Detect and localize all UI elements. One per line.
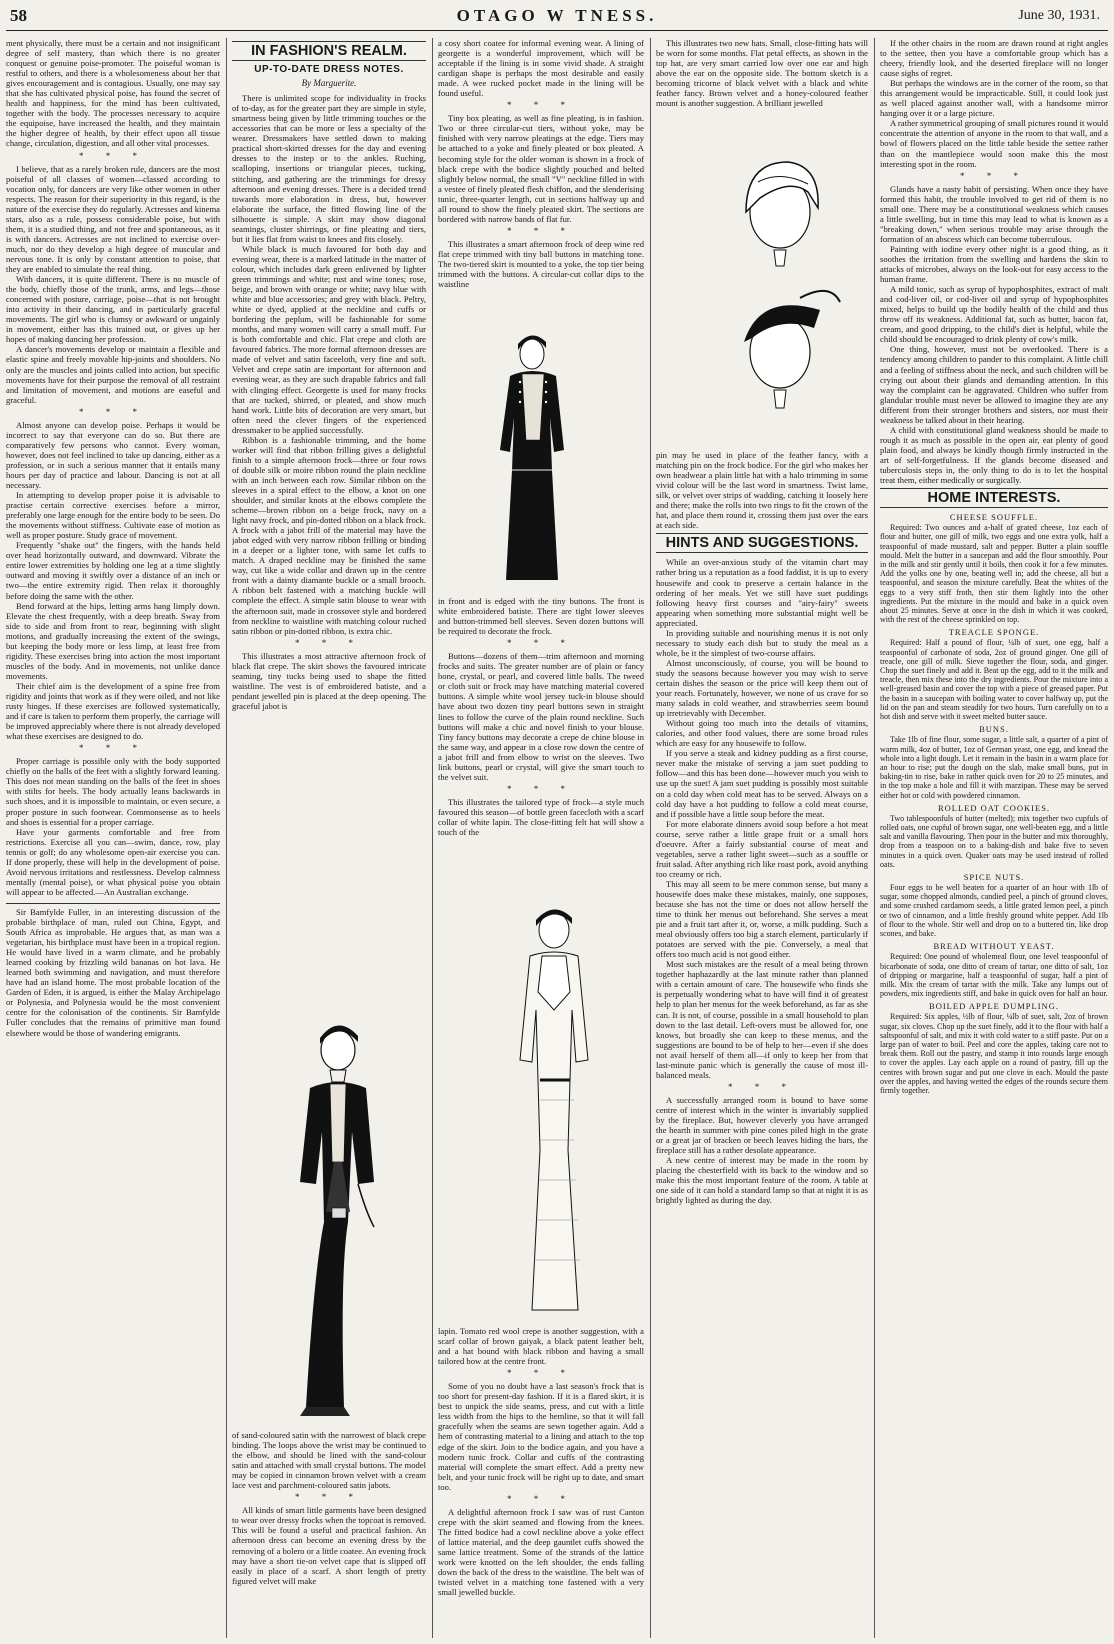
article-paragraph: Buttons—dozens of them—trim afternoon and morning frocks and suits. The greater number are of plain or fancy bone, crystal, or pearl, and covered little balls. The tweed or cloth suit or frock may have matching material covered buttons. A simple white wool jersey tuck-in blouse should have about two dozen tiny pearl buttons sewn in straight lines to follow the curve of the plain round neckline. Such buttons will make a chic and novel finish to your blouse. Tiny fancy buttons may decorate a crepe de chine blouse in the same way, and appear in a close row down the centre of a jabot frill and from elbow to wrist on the sleeves. Two link buttons, pearl or crystal, will give the smart touch to the velvet suit. [438, 651, 644, 782]
recipe-title: CHEESE SOUFFLE. [949, 512, 1039, 523]
article-paragraph: While black is much favoured for both day and evening wear, there is a marked latitude in the matter of colour, which includes dark green enlivened by lighter green trimmings and white; rust and wine tones; rose, beige, and brown with orange or white; navy blue with white and blue accessories; and grey with black. Peltry, white or dyed, applied at the neckline and cuffs or bordering the peplum, will be fashionable for some months, and many women will carry a small muff. Fur is both comfortable and chic. Flat crepe and cloth are favoured fabrics. The more formal afternoon dresses are made of velvet and satin faceeloth, very fine and soft. Velvet and crepe satin are important for afternoon and evening wear, as they are such drapable fabrics and fall with clinging effect. Georgette is used for many frocks that are tucked, shirred, or pleated, and show much hand work. Little bits of decoration are very smart, but often need the clever fingers of the experienced dressmaker to be applied successfully. [232, 243, 426, 435]
article-paragraph: of sand-coloured satin with the narrowest of black crepe binding. The loops above the wrist may be continued to the elbow, and should be lined with the sand-colour satin and attached with small crystal buttons. The model may be copied in cinnamon brown velvet with a cream lace vest and parchment-coloured satin jabots. [232, 1430, 426, 1491]
article-paragraph: In attempting to develop proper poise it is advisable to practise certain corrective exercises before a mirror, preferably one large enough for the entire body to be seen. Do the movements without stiffness. Cultivate ease of motion as well as proper posture. Study grace of movement. [6, 490, 220, 541]
article-paragraph: Some of you no doubt have a last season's frock that is too short for present-day fashion. If it is a flared skirt, it is best to unpick the side seams, press, and cut with a little less width from the hips to the hemline, so that it will fall gracefully when the seams are sewn together again. Add a hem of contrasting material to a lining and attach to the top edge of the skirt. Join to the bodice again, and you have a modern tunic frock. Collar and cuffs of the contrasting material will complete the smart effect. Add a pretty new belt, and your tunic frock will be right up to date, and smart too. [438, 1381, 644, 1492]
home-interests-heading: HOME INTERESTS. [880, 488, 1108, 508]
fashion-illustration-hats [700, 142, 860, 432]
fashion-illustration-black-frock [240, 1012, 430, 1422]
fashion-subheading: UP-TO-DATE DRESS NOTES. [254, 64, 404, 76]
recipe-text: Four eggs to be well beaten for a quarter of an hour with 1lb of sugar, some chopped almonds, candied peel, a pinch of ground cloves, and some crushed cardamom seeds, a little grated lemon peel, a pinch or two of cinnamon, and a little freshly ground white pepper. Add 1lb of flour to the whole. Stir well and drop on to a buttered tin, like drop scones, and bake. [880, 883, 1108, 939]
recipe-text: Required: One pound of wholemeal flour, one level teaspoonful of bicarbonate of soda, one ditto of cream of tartar, one ditto of salt, 1oz of dripping or margarine, half a teaspoonful of sugar, half a pint of milk. Mix the cream of tartar with the milk. Take any lumps out of powders, mix ingredients stiff, and bake in quick oven for half an hour. [880, 952, 1108, 999]
article-paragraph: I believe, that as a rarely broken rule, dancers are the most poiseful of all classes of women—classed according to vocation only, for dancers are very like other women in other respects. The reason for their superiority in this regard, is the nature of the exercise they do regularly. Actresses and kinema stars, also as a rule, possess considerable poise, but with them, it is a studied thing, and not free and spontaneous, as it is with dancers. Actresses are not inclined to exercise over-much, nor do they develop a high degree of muscular and nervous tone. It is only by constant attention to poise, that they are enabled to simulate the real thing. [6, 163, 220, 275]
section-separator: * * * [295, 637, 363, 648]
hint-paragraph: Almost unconsciously, of course, you will be bound to study the seasons because however you may wish to serve certain dishes the season or the price will keep them out of your reach. Fortunately, however, we none of us crave for so many salads in cold weather, and strawberries seem bound up irretrievably with December. [656, 657, 868, 719]
column-home [880, 38, 1108, 1638]
section-separator: * * * [507, 100, 575, 111]
fashion-illustration-button-frock [460, 330, 610, 590]
issue-date: June 30, 1931. [1018, 8, 1100, 23]
hint-paragraph: If you serve a steak and kidney pudding as a first course, never make the mistake of serving a jam suet pudding to follow—and this has been done—however much you wish to use up the suet! A jam suet pudding is possibly most suitable on a cold day when cold meat has to be served. Always on a cold day have a hot pudding to follow a cold meat course, and if possible have a little soup before the meat. [656, 748, 868, 819]
recipe-text: Required: Six apples, ½lb of flour, ¼lb of suet, salt, 2oz of brown sugar, six cloves. Chop up the suet finely, add it to the flour with half a saltspoonful of salt, and mix it with cold water to a stiff paste. Put on a large pan of water to boil. Peel and core the apples, taking care not to break them. Roll out the pastry, and stamp it into rounds large enough to cover the apples. Lay each apple on a round of pastry, fill up the centres with brown sugar and put one clove in each. Mould the paste over the apples, and having wetted the edges of the rounds secure them firmly together. [880, 1012, 1108, 1095]
recipe-title: ROLLED OAT COOKIES. [937, 802, 1051, 813]
section-separator: * * * [960, 170, 1028, 181]
column-divider [874, 38, 875, 1638]
column-poise-article [6, 38, 220, 1638]
article-paragraph: a cosy short coatee for informal evening wear. A lining of georgette is a wonderful improvement, which will be acceptable if the lining is in some vivid shade. A straight cardigan shape is perhaps the most desirable and easily made. A wee rucked pocket made in the lining will be found useful. [438, 38, 644, 99]
section-separator: * * * [507, 1368, 575, 1379]
fashion-heading: IN FASHION'S REALM. [232, 41, 426, 61]
article-paragraph: All kinds of smart little garments have been designed to wear over dressy frocks when the topcoat is removed. This will be found a useful and practical fashion. An afternoon dress can become an evening dress by the removing of a bolero or a little coatee. An evening frock may have a short tie-on velvet cape that is slipped off easily in place of a scarf. A short length of pretty figured velvet will make [232, 1505, 426, 1586]
column-hints [656, 450, 868, 1638]
section-separator: * * * [728, 1081, 796, 1092]
section-separator: * * * [507, 1493, 575, 1504]
header-rule [6, 30, 1108, 31]
column-divider [650, 38, 651, 1638]
fashion-illustration-tailored-frock [470, 900, 640, 1320]
section-separator: * * * [79, 150, 147, 161]
article-paragraph: There is unlimited scope for individuality in frocks of to-day, as for the greater part they are simple in style, smartness being given by little trimming touches or the accessories that can be more or less a specialty of the wearer. Dressmakers have settled down to making practical short-skirted dresses for the day and evening dresses to the instep or to the ankles. Ruching, scalloping, insertions or triangular pieces, tucking, stitching, and gathering are the trimmings for dressy afternoon and evening dresses. There is a decided trend towards more elaboration in dress, but, however elaborate the surface, the fitted flowing line of the silhouette is simple. A skirt may show diagonal seamings, cluster shirrings, or fine pleating and tiers, but it lies flat from waist to knees and fits closely. [232, 93, 426, 244]
article-paragraph: A dancer's movements develop or maintain a flexible and elastic spine and freely movable hip-joints and shoulders. No only are the muscles and joints called into action, but specific movements have for their purpose the removal of all restraint and limitation of movement, and motions are easeful and graceful. [6, 344, 220, 405]
column-divider [432, 38, 433, 1638]
page-header [0, 0, 1114, 34]
article-paragraph: in front and is edged with the tiny buttons. The front is white embroidered batiste. There are tight lower sleeves and button-trimmed bell sleeves. Seven dozen buttons will be required to decorate the frock. [438, 596, 644, 637]
article-paragraph: Have your garments comfortable and free from restrictions. Exercise all you can—swim, dance, row, play tennis or golf; do any wholesome open-air exercise you can. If done properly, these will help in the development of poise. Avoid nervous irritations and restlessness. Develop calmness mentally (mental poise), or what physical poise you obtain will appear to be affected.—An Australian exchange. [6, 826, 220, 897]
recipe-title: BREAD WITHOUT YEAST. [933, 941, 1055, 952]
column-fashion-2-continued [438, 596, 644, 886]
hint-paragraph: In providing suitable and nourishing menus it is not only necessary to study each dish but to study the meal as a whole, be it the simplest of two-course affairs. [656, 627, 868, 658]
column-fashion-continued [232, 1430, 426, 1638]
section-separator: * * * [79, 406, 147, 417]
article-paragraph: Painting with iodine every other night is a good thing, as it soothes the irritation from the swelling and hardens the skin to attacks of microbes, always on the look-out for easy access to the human frame. [880, 243, 1108, 285]
article-paragraph: lapin. Tomato red wool crepe is another suggestion, with a scarf collar of brown gaiyak, a black patent leather belt, and a hat bound with black ribbon and having a small tailored bow at the centre front. [438, 1326, 644, 1367]
hint-paragraph: Without going too much into the details of vitamins, calories, and other food values, there are some broad rules which are easy for any housewife to follow. [656, 718, 868, 749]
recipe-text: Two tablespoonfuls of butter (melted); mix together two cupfuls of rolled oats, one cupful of brown sugar, one well-beaten egg, and a little salt and vanilla flavouring. Then pour in the butter and mix thoroughly, drop from a teaspoon on to a baking-dish and bake five to seven minutes in a quick oven. Quaker oats may be used instead of rolled oats. [880, 813, 1108, 869]
article-paragraph: Bend forward at the hips, letting arms hang limply down. Elevate the chest frequently, with a deep breath. Sway from side to side and from front to rear, beginning with slight motions, and gradually increasing the extent of the swings, but keeping the body more or less limp, at least free from rigidity. These exercises bring into action the most important muscles of the body. And in movements, not unlike dance movements. [6, 600, 220, 681]
section-separator: * * * [507, 783, 575, 794]
article-paragraph: One thing, however, must not be overlooked. There is a tendency among children to pander to this complaint. A little chill and a feeling of stiffness about the neck, and such children will be crying out about their glands and demanding attention. In this way the complaint can be aggravated. Children who suffer from glandular trouble must never be allowed to imagine they are any different from their stronger brothers and sisters, nor must their weakness be talked about in their hearing. [880, 344, 1108, 425]
hint-paragraph: A successfully arranged room is bound to have some centre of interest which in the winter is invariably supplied by the fireplace. But, however cleverly you have arranged the hearth in summer with pine cones piled high in the grate or a great jar of bracken or beech leaves hiding the bars, the fireplace still has a rather desolate appearance. [656, 1094, 868, 1156]
article-paragraph: Almost anyone can develop poise. Perhaps it would be incorrect to say that everyone can do so. But there are comparatively few persons who cannot. Every woman, however, does not feel inclined to take up dancing, either as a profession, or in such a serious manner that it entails many hours per day of practice and labour. Dancing is not at all necessary. [6, 419, 220, 491]
recipe-title: SPICE NUTS. [963, 872, 1025, 882]
article-divider [6, 903, 220, 904]
article-paragraph: A rather symmetrical grouping of small pictures round it would concentrate the attention of anyone in the room to that wall, and a bowl of flowers placed on the little table beside the settee rather than on the mantlepiece would soon make this the most interesting spot in the room. [880, 118, 1108, 169]
hint-paragraph: For more elaborate dinners avoid soup before a hot meat course, serve rather a little grape fruit or a small hors d'oeuvre. After a fairly substantial course of meat and vegetables, serve a rather light sweet—such as a souffle or fruit salad. After anything rich like roast pork, avoid anything too creamy or rich. [656, 818, 868, 879]
column-divider [226, 38, 227, 1638]
fuller-article: Sir Bamfylde Fuller, in an interesting discussion of the probable birthplace of man, ruled out China, Egypt, and South Africa as improbable. He argues that, as man was a vegetarian, his birthplace must have been in a tropical region. He would have lived in a warm climate, and he probably learned cooking by frizzling wild bananas on hot lava. He learned both swimming and navigation, and must therefore have had an island home. The most probable location of the Garden of Eden, it is argued, is either the Malay Archipelago or Polynesia, and Polynesia would be the most convenient centre for the colonisation of the continents. Sir Bamfylde Fuller concludes that the remains of primitive man found elsewhere would be those of wandering emigrants. [6, 906, 220, 1038]
section-separator: * * * [295, 1492, 363, 1503]
article-paragraph: Glands have a nasty habit of persisting. When once they have formed this habit, the trouble involved to get rid of them is no small one. There may be a constitutional weakness which causes a little swelling, but in time this may lead to what is known as a "breaking down," when serious trouble may arise through the formation of an abscess which can become tuberculous. [880, 183, 1108, 244]
hints-heading: HINTS AND SUGGESTIONS. [656, 533, 868, 553]
section-separator: * * * [507, 225, 575, 236]
article-paragraph: This illustrates two new hats. Small, close-fitting hats will be worn for some months. Flat petal effects, as shown in the top hat, are very smart carried low over one ear and high above the ear on the opposite side. The bottom sketch is a becoming tricorne of black velvet with a black and white feather fancy. Brown velvet and a honey-coloured feather mount is another suggestion. A brilliant jewelled [656, 38, 868, 109]
article-paragraph: Ribbon is a fashionable trimming, and the home worker will find that ribbon frilling gives a delightful finish to a simple afternoon frock—three or four rows of double silk or moire ribbon round the plain neckline with an inch between each row. Similar ribbon on the sleeves in a spiral effect to the elbow, a knot on one shoulder, and similar knots at the elbows complete the scheme—brown ribbon on a beige frock, navy on a light navy frock, and pin-dotted ribbon on a black frock. A frock with a jabot frill of the material may have the jabot edged with very narrow ribbon frilling or binding in a deeper or a lighter tone, with same let cuffs to match. A draped neckline may be finished the same way, cut like a wide collar and drawn up in the centre front with a dainty diamante buckle or a small brooch. A ribbon belt fastened with a matching buckle will complete the effect. A simple satin blouse to wear with the afternoon suit, made in crossover style and bordered from neckline to waistline with matching colour ruched satin ribbon or pin-dotted ribbon, is extra chic. [232, 434, 426, 636]
hint-paragraph: This may all seem to be mere common sense, but many a housewife does make these mistakes, mainly, one supposes, because she has not the time or does not allow herself the time to think her menus out beforehand. She serves a meat pie and a fruit tart after it, or, worse, a milk pudding. Such a meal obviously offers too big a starch element, particularly if potatoes are served with the pie. Conversely, a meal that offers too much acid is not good either. [656, 878, 868, 960]
hint-paragraph: Most such mistakes are the result of a meal being thrown together haphazardly at the last minute rather than planned with a certain amount of care. The housewife who finds she is perpetually wondering what to have will find it of greatest help to plan her menus for the week beforehand, as far as she can. It is not, of course, possible in a small household to plan down to the last detail. Left-overs must be allowed for, one knows, but broadly she can keep to these menus, and the suggestions are bound to be of help to her—even if she does not avail herself of them all—if only to keep her from that last-minute panic which is generally the cause of most ill-balanced meals. [656, 959, 868, 1080]
recipe-list [880, 512, 1108, 1095]
recipe-title: TREACLE SPONGE. [948, 627, 1040, 638]
article-paragraph: ment physically, there must be a certain and not insignificant degree of self mastery, than which there is no greater conquest or genuine poise-promoter. The poiseful woman is restful to others, and there is a wholesomeness about her that gives encouragement and is contagious. Usually, one may say that she has cultivated physical poise, has found the secret of health and happiness, for the mind has been cultivated, together with the body. The processes necessary to acquire the equipoise, have increased the health, and they maintain the higher degree of health, by their effect upon all tissue change, circulation, digestion, and all other vital processes. [6, 38, 220, 149]
hint-paragraph: While an over-anxious study of the vitamin chart may rather bring us a reputation as a food faddist, it is up to every housewife and cook to preserve a certain balance in the ordering of her meals. Yet we still have suet puddings following heavy first courses and "airy-fairy" sweets appearing when something more substantial might well be appreciated. [656, 557, 868, 628]
article-paragraph: Tiny box pleating, as well as fine pleating, is in fashion. Two or three circular-cut tiers, without yoke, may be finished with very narrow pleatings at the edge. Tiers may be attached to a yoke and finely pleated or box pleated. A becoming style for the older woman is shown in a frock of black crepe with the bodice slightly pouched and belted slightly below normal, the small "V" neckline filled in with a vestee of finely pleated flesh chiffon, and the slenderising tunic, three-quarter length, cut in sections halfway up and all round to show the finely pleated skirt. The sections are bordered with narrow bands of flat fur. [438, 113, 644, 224]
article-paragraph: Their chief aim is the development of a spine free from rigidity and joints that work as if they were oiled, and not like rusty hinges. If these exercises are followed systematically, and if care is taken to perform them properly, the carriage will be improved appreciably where there is not already developed what these exercises are designed to do. [6, 680, 220, 742]
column-hats-intro [656, 38, 868, 138]
article-paragraph: Frequently "shake out" the fingers, with the hands held over head horizontally outward, and downward. Vibrate the entire lower extremities by holding one leg at a time slightly outward and moving it swiftly over a distance of an inch or two—the entire extremity rigid. Then relax it thoroughly before doing the same with the other. [6, 540, 220, 601]
recipe-title: BOILED APPLE DUMPLING. [929, 1001, 1059, 1012]
byline: By Marguerite. [301, 78, 357, 89]
recipe-text: Required: Two ounces and a-half of grated cheese, 1oz each of flour and butter, one gill of milk, two eggs and one extra yolk, half a teaspoonful of made mustard, salt and pepper. Butter a plain souffle mould. Melt the butter in a saucepan and add the flour smoothly. Pour in the milk and stir gently until it boils, then cook it for a few minutes. Add the yolks one by one, beating well in; add the cheese, all but a teaspoonful, and season the mixture carefully. Beat the whites of the eggs to a very stiff froth, then stir them lightly into the other ingredients. Put the mixture in the mould and bake in a quick oven about 25 minutes. Serve at once in the dish in which it was cooked, with the rest of the cheese sprinkled on top. [880, 523, 1108, 625]
article-paragraph: With dancers, it is quite different. There is no muscle of the body, chiefly those of the trunk, arms, and legs—those concerned with posture, carriage, poise—that is not brought into activity in their dancing, and in particularly graceful movements. The girl who is clumsy or awkward or ungainly in movement, either has this trained out, or gives up her hopes of making dancing her profession. [6, 274, 220, 345]
article-paragraph: A child with constitutional gland weakness should be made to rough it as much as possible in the open air, eat plenty of good plain food, and always be kindly though firmly instructed in the art of self-forgetfulness. If the glands become diseased and tuberculosis steps in, the only thing to do is to let the hospital treat them, either medically or surgically. [880, 424, 1108, 486]
article-paragraph: This illustrates a smart afternoon frock of deep wine red flat crepe trimmed with tiny ball buttons in matching tone. The two-tiered skirt is mounted to a yoke, the top tier being trimmed with the buttons. A circular-cut collar dips to the waistline [438, 238, 644, 290]
article-paragraph: If the other chairs in the room are drawn round at right angles to the settee, then you have a comfortable group which has a cheery, friendly look, and the deserted fireplace will no longer cause sighs of regret. [880, 38, 1108, 79]
article-paragraph: Proper carriage is possible only with the body supported chiefly on the balls of the feet with a slightly forward leaning. This does not mean standing on the balls of the feet in shoes with stilts for heels. The body actually leans backwards in such shoes, and it is impossible to maintain, or even secure, a proper posture in such footwear. Commonsense as to heels and shoes is essential for a proper carriage. [6, 756, 220, 827]
section-separator: * * * [79, 743, 147, 754]
article-paragraph: But perhaps the windows are in the corner of the room, so that this arrangement would be impracticable. Still, it could look just as well placed against another wall, with a handsome mirror hanging over it or a large picture. [880, 78, 1108, 119]
hint-paragraph: A new centre of interest may be made in the room by placing the chesterfield with its back to the window and so make this the most important feature of the room. A table at one side of it can hold a standard lamp so that at night it is as brightly lighted as during the day. [656, 1155, 868, 1206]
article-paragraph: This illustrates a most attractive afternoon frock of black flat crepe. The skirt shows the favoured intricate seaming, tiny tucks being used to shape the fitted waistline. The vest is of embroidered batiste, and a pendant jewelled pin is placed at the deep opening. The graceful jabot is [232, 650, 426, 711]
recipe-text: Take 1lb of fine flour, some sugar, a little salt, a quarter of a pint of warm milk, 4oz of butter, 1oz of German yeast, one egg, and knead the whole into a light dough. Let it remain in the basin in a warm place for an hour to rise; put the dough on the slab, make small buns, put in baking-tin to rise, bake in rather quick oven for 20 to 25 minutes, and in the top make a hole and fill it with marzipan. These may be served either hot or cold with powdered cinnamon. [880, 735, 1108, 800]
article-paragraph: A mild tonic, such as syrup of hypophosphites, extract of malt and cod-liver oil, or cod-liver oil and syrup of hypophosphites mixed, helps to build up the bodily health of the child and thus throw off its weakness. Additional fat, such as butter, bacon fat, cream, and good dripping, to the child's diet is helpful, while the child should be encouraged to drink plenty of cow's milk. [880, 284, 1108, 345]
recipe-title: BUNS. [979, 724, 1009, 735]
page-number: 58 [10, 6, 27, 25]
article-paragraph: A delightful afternoon frock I saw was of rust Canton crepe with the skirt seamed and flowing from the knees. The fitted bodice had a cowl neckline above a yoke effect of lattice material, and the deep gauntlet cuffs showed the same lattice treatment. Some of the strands of the lattice work were knotted on the left shoulder, the ends falling down the back of the dress to the waistline. The belt was of twisted velvet in a matching tone fastened with a very small jewelled buckle. [438, 1506, 644, 1598]
article-paragraph: This illustrates the tailored type of frock—a style much favoured this season—of bottle green facecloth with a scarf collar of white lapin. The close-fitting felt hat will show a touch of the [438, 796, 644, 838]
masthead: OTAGO W TNESS. [456, 6, 658, 25]
recipe-text: Required: Half a pound of flour, ¼lb of suet, one egg, half a teaspoonful of carbonate of soda, 2oz of ground ginger. One gill of treacle, one gill of milk. Sieve together the flour, soda, and ginger. Chop the suet finely and add it. Beat up the egg, add to it the milk and treacle, then mix these into the dry ingredients. Pour the mixture into a well-greased basin and cover the top with a piece of greased paper. Put the basin in a saucepan with boiling water to cover halfway up, put the lid on the pan and steam steadily for two hours. Turn carefully on to a hot dish and serve with it sweet melted butter sauce. [880, 638, 1108, 722]
article-paragraph: pin may be used in place of the feather fancy, with a matching pin on the frock bodice. For the girl who makes her own headwear a plain little hat with a halo trimming in some vivid colour will be the last word in smartness. Twist lame, silk, or velvet over strips of wadding, catching it loosely here and there; make the rolls into two rings to fit the crown of the hat, and place them round it, crossing them just over the ears at each side. [656, 450, 868, 531]
section-separator: * * * [507, 638, 575, 649]
column-fashion-3 [438, 1326, 644, 1638]
